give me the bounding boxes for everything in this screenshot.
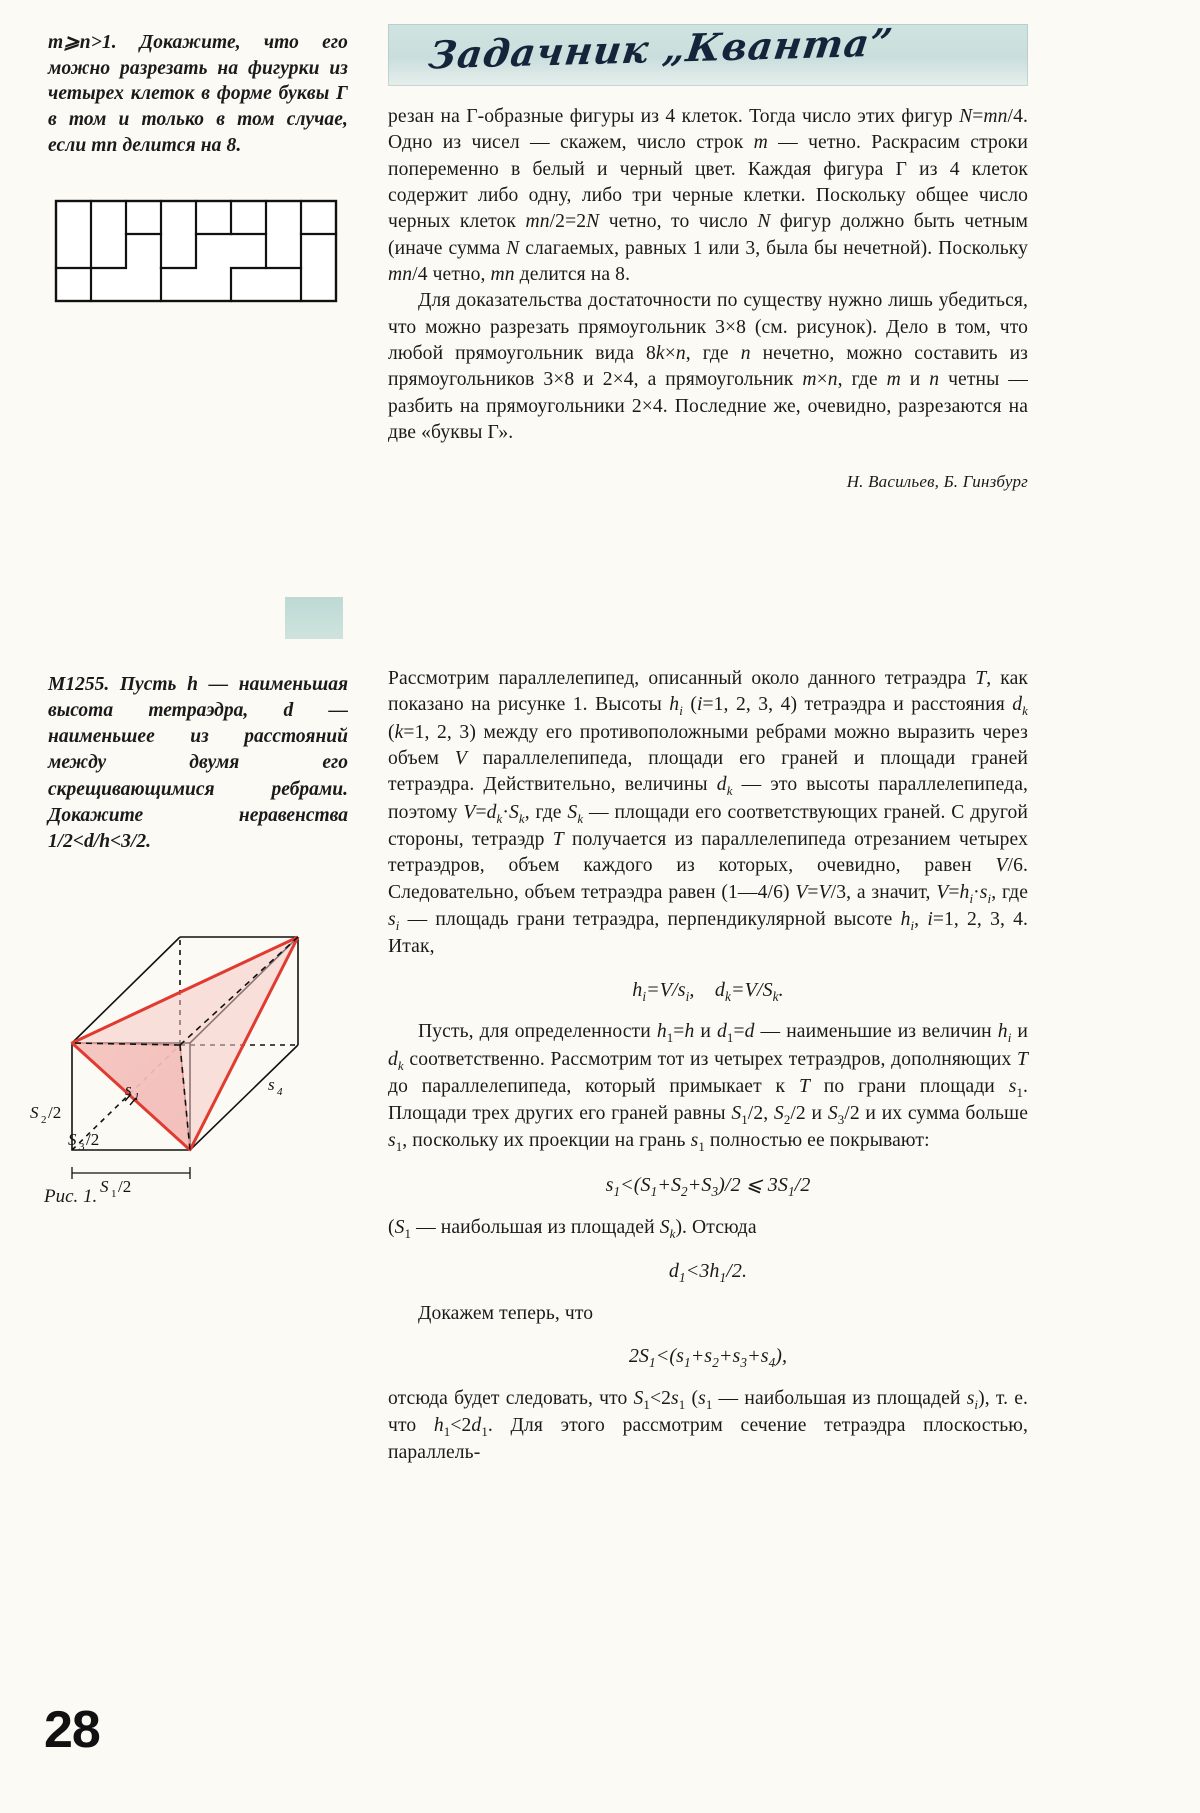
figure1-label-s3half: S bbox=[68, 1130, 77, 1149]
right-column-bottom bbox=[388, 666, 1028, 1467]
m1255-paragraph-3: ($S_1$ — наибольшая из площадей $S_k$). Отсюда bbox=[388, 1216, 757, 1241]
svg-text:4: 4 bbox=[277, 1086, 283, 1098]
m1255-paragraph-4: Докажем теперь, что bbox=[418, 1302, 594, 1324]
solution-top-body bbox=[388, 104, 1028, 446]
solution-top-paragraph-2: Для доказательства достаточности по существу нужно лишь убедиться, что можно разрезать прямоугольник 3×8 (см. рисунок). Дело в том, что любой прямоугольник вида 8k×n, где n нечетно, можно составить из прямоугольников 3×8 и 2×4, а прямоугольник m×n, где m и n четны — разбить на прямоугольники 2×4. Последние же, очевидно, разрезаются на две «буквы Г». bbox=[388, 290, 1028, 444]
svg-text:/2: /2 bbox=[48, 1103, 62, 1122]
formula-d1: $d_1<3h_1/2$. bbox=[668, 1259, 748, 1285]
solution-signature: Н. Васильев, Б. Гинзбург bbox=[846, 472, 1028, 492]
figure-1-parallelepiped-tetrahedron bbox=[30, 905, 360, 1205]
problem-statement-m1255: М1255. Пусть h — наименьшая высота тетраэдра, d — наименьшее из расстояний между двумя его скрещивающимися ребрами. Докажите неравенства 1/2<d/h<3/2. bbox=[48, 674, 349, 852]
page-number: 28 bbox=[44, 1701, 100, 1759]
figure1-label-s4: s bbox=[268, 1075, 275, 1094]
svg-text:/2: /2 bbox=[86, 1130, 100, 1149]
svg-text:/2: /2 bbox=[118, 1177, 132, 1196]
m1255-paragraph-2: Пусть, для определенности $h_1=h$ и $d_1=d$ — наименьшие из величин $h_i$ и $d_k$ соответственно. Рассмотрим тот из четырех тетраэдров, дополняющих T до параллелепипеда, который примыкает к T по грани площади $s_1$. Площади трех других его граней равны $S_1/2$, $S_2/2$ и $S_3/2$ и их сумма больше $s_1$, поскольку их проекции на грань $s_1$ полностью ее покрывают: bbox=[388, 1021, 1029, 1155]
masthead-title: Задачник „Кванта” bbox=[426, 19, 896, 78]
figure-1-caption: Рис. 1. bbox=[44, 1186, 98, 1207]
figure1-label-s1: s bbox=[125, 1080, 132, 1099]
formula-hi-dk: $h_i=V/s_i$, $d_k=V/S_k$. bbox=[632, 978, 784, 1004]
l-tromino-tiling-diagram bbox=[54, 199, 348, 307]
problem-label-m1255: М1255. bbox=[48, 674, 110, 695]
teal-separator-square bbox=[285, 597, 343, 639]
formula-2S1: $2S_1<(s_1+s_2+s_3+s_4)$, bbox=[628, 1344, 788, 1370]
svg-text:3: 3 bbox=[79, 1141, 85, 1153]
section-masthead-banner bbox=[388, 19, 1028, 86]
solution-m1255-body bbox=[388, 666, 1028, 1467]
figure1-label-s2half: S bbox=[30, 1103, 39, 1122]
left-column-top bbox=[48, 30, 348, 307]
problem-statement-top: m⩾n>1. Докажите, что его можно разрезать на фигурки из четырех клеток в форме буквы Г в том и только в том случае, если mn делится на 8. bbox=[48, 32, 348, 156]
m1255-paragraph-1: Рассмотрим параллелепипед, описанный около данного тетраэдра T, как показано на рисунке 1. Высоты $h_i$ (i=1, 2, 3, 4) тетраэдра и расстояния $d_k$ (k=1, 2, 3) между его противоположными ребрами можно выразить через объем V параллелепипеда, площади его граней и площади граней тетраэдра. Действительно, величины $d_k$ — это высоты параллелепипеда, поэтому $V=d_k\cdot S_k$, где $S_k$ — площади его соответствующих граней. С другой стороны, тетраэдр T получается из параллелепипеда отрезанием четырех тетраэдров, объем каждого из которых, очевидно, равен V/6. Следовательно, объем тетраэдра равен (1—4/6) V=V/3, а значит, $V=h_i\cdot s_i$, где $s_i$ — площадь грани тетраэдра, перпендикулярной высоте $h_i$, i=1, 2, 3, 4. Итак, bbox=[388, 668, 1029, 958]
m1255-paragraph-5: отсюда будет следовать, что $S_1<2s_1$ ($s_1$ — наибольшая из площадей $s_i$), т. е. что $h_1<2d_1$. Для этого рассмотрим сечение тетраэдра плоскостью, параллель- bbox=[388, 1387, 1029, 1464]
formula-s1-inequality: $s_1<(S_1+S_2+S_3)/2$ ⩽ $3S_1/2$ bbox=[605, 1173, 811, 1199]
svg-text:2: 2 bbox=[41, 1114, 47, 1126]
svg-text:1: 1 bbox=[134, 1091, 140, 1103]
svg-text:1: 1 bbox=[111, 1188, 117, 1200]
solution-top-paragraph-1: резан на Г-образные фигуры из 4 клеток. Тогда число этих фигур N=mn/4. Одно из чисел — скажем, число строк m — четно. Раскрасим строки попеременно в белый и черный цвет. Каждая фигура Г из 4 клеток содержит либо одну, либо три черные клетки. Поскольку общее число черных клеток mn/2=2N четно, то число N фигур должно быть четным (иначе сумма N слагаемых, равных 1 или 3, была бы нечетной). Поскольку mn/4 четно, mn делится на 8. bbox=[388, 106, 1028, 286]
figure1-label-s1half: S bbox=[100, 1177, 109, 1196]
right-column-top bbox=[388, 104, 1028, 492]
